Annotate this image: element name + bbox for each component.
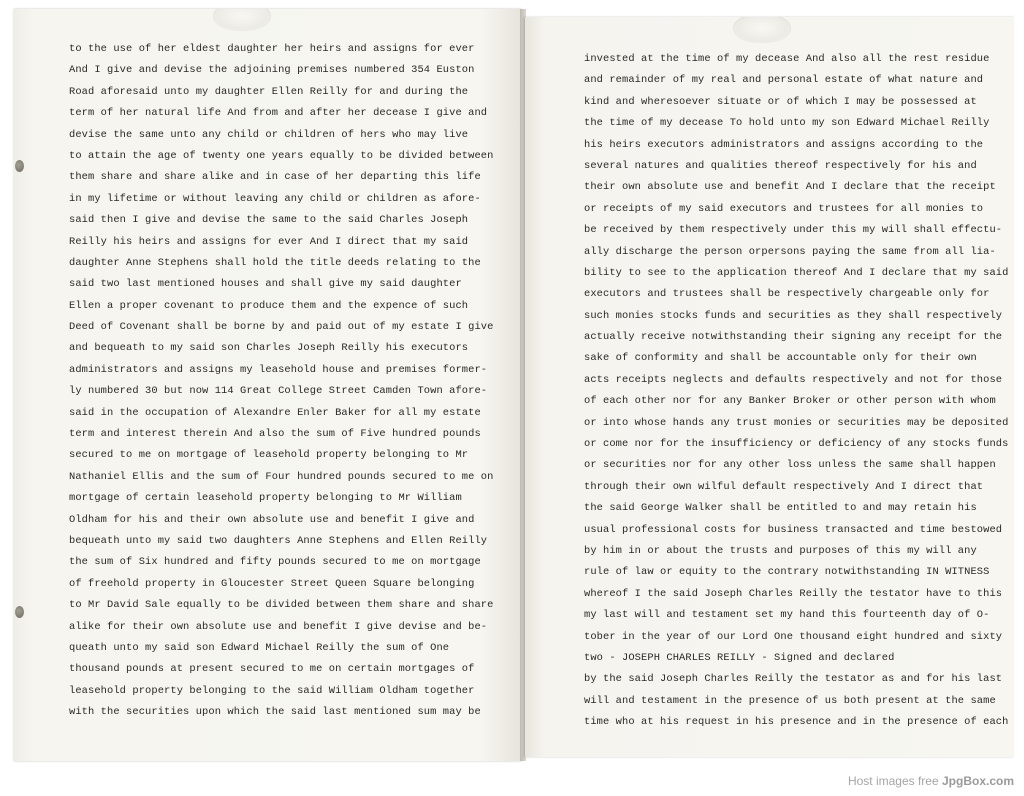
text-line: to Mr David Sale equally to be divided between them share and share xyxy=(69,599,494,612)
text-line: daughter Anne Stephens shall hold the title deeds relating to the xyxy=(69,256,481,269)
embossed-seal-icon xyxy=(213,9,271,31)
text-line: acts receipts neglects and defaults respectively and not for those xyxy=(584,373,1003,386)
text-line: Oldham for his and their own absolute use and benefit I give and xyxy=(69,513,475,526)
text-line: to the use of her eldest daughter her heirs and assigns for ever xyxy=(69,43,475,55)
right-page-text xyxy=(584,49,1008,734)
text-line: kind and wheresoever situate or of which I may be possessed at xyxy=(584,95,977,108)
text-line: usual professional costs for business transacted and time bestowed xyxy=(584,523,1003,536)
right-page xyxy=(525,17,1014,757)
left-page-text xyxy=(69,39,493,724)
watermark-prefix: Host images free xyxy=(847,774,942,788)
text-line: the sum of Six hundred and fifty pounds secured to me on mortgage xyxy=(69,556,481,569)
text-line: them share and share alike and in case of her departing this life xyxy=(69,171,481,184)
text-line: of freehold property in Gloucester Street Queen Square belonging xyxy=(69,577,475,590)
text-line: and remainder of my real and personal estate of what nature and xyxy=(584,74,984,87)
text-line: through their own wilful default respectively And I direct that xyxy=(584,480,984,493)
text-line: devise the same unto any child or children of hers who may live xyxy=(69,128,469,141)
text-line: his heirs executors administrators and assigns according to the xyxy=(584,138,984,151)
text-line: ally discharge the person orpersons paying the same from all lia- xyxy=(584,245,996,258)
text-line: tober in the year of our Lord One thousand eight hundred and sixty xyxy=(584,630,1003,643)
punch-hole-icon xyxy=(15,606,24,618)
text-line: invested at the time of my decease And also all the rest residue xyxy=(584,53,990,65)
text-line: in my lifetime or without leaving any child or children as afore- xyxy=(69,192,481,205)
text-line: ly numbered 30 but now 114 Great College Street Camden Town afore- xyxy=(69,385,488,398)
text-line: several natures and qualities thereof respectively for his and xyxy=(584,159,977,172)
host-watermark[interactable] xyxy=(848,774,1014,788)
text-line: mortgage of certain leasehold property belonging to Mr William xyxy=(69,492,462,505)
text-line: my last will and testament set my hand this fourteenth day of O- xyxy=(584,609,990,622)
text-line: thousand pounds at present secured to me on certain mortgages of xyxy=(69,663,475,676)
text-line: by the said Joseph Charles Reilly the testator as and for his last xyxy=(584,673,1003,686)
text-line: term of her natural life And from and after her decease I give and xyxy=(69,107,488,120)
text-line: And I give and devise the adjoining premises numbered 354 Euston xyxy=(69,64,475,77)
text-line: said in the occupation of Alexandre Enler Baker for all my estate xyxy=(69,406,481,419)
text-line: or come nor for the insufficiency or deficiency of any stocks funds xyxy=(584,438,1009,451)
text-line: of each other nor for any Banker Broker or other person with whom xyxy=(584,395,996,408)
text-line: rule of law or equity to the contrary notwithstanding IN WITNESS xyxy=(584,566,990,579)
text-line: by him in or about the trusts and purposes of this my will any xyxy=(584,544,977,557)
embossed-seal-icon xyxy=(733,17,791,43)
text-line: alike for their own absolute use and benefit I give devise and be- xyxy=(69,620,488,633)
text-line: sake of conformity and shall be accountable only for their own xyxy=(584,352,977,365)
text-line: or securities nor for any other loss unless the same shall happen xyxy=(584,459,996,472)
text-line: the said George Walker shall be entitled to and may retain his xyxy=(584,502,977,515)
text-line: Nathaniel Ellis and the sum of Four hundred pounds secured to me on xyxy=(69,470,494,483)
text-line: such monies stocks funds and securities as they shall respectively xyxy=(584,309,1003,322)
text-line: actually receive notwithstanding their signing any receipt for the xyxy=(584,331,1003,344)
left-page xyxy=(13,9,521,761)
text-line: secured to me on mortgage of leasehold property belonging to Mr xyxy=(69,449,469,462)
text-line: executors and trustees shall be respectively chargeable only for xyxy=(584,288,990,301)
text-line: or into whose hands any trust monies or securities may be deposited xyxy=(584,416,1009,429)
text-line: two - JOSEPH CHARLES REILLY - Signed and declared xyxy=(584,651,895,664)
text-line: said two last mentioned houses and shall give my said daughter xyxy=(69,278,462,291)
text-line: bequeath unto my said two daughters Anne Stephens and Ellen Reilly xyxy=(69,534,488,547)
text-line: and bequeath to my said son Charles Joseph Reilly his executors xyxy=(69,342,469,355)
text-line: administrators and assigns my leasehold house and premises former- xyxy=(69,363,488,376)
watermark-brand[interactable]: JpgBox.com xyxy=(941,774,1014,788)
text-line: Ellen a proper covenant to produce them and the expence of such xyxy=(69,299,469,312)
text-line: Road aforesaid unto my daughter Ellen Reilly for and during the xyxy=(69,85,469,98)
text-line: whereof I the said Joseph Charles Reilly the testator have to this xyxy=(584,587,1003,600)
text-line: time who at his request in his presence and in the presence of each xyxy=(584,716,1009,729)
text-line: Reilly his heirs and assigns for ever And I direct that my said xyxy=(69,235,469,248)
punch-hole-icon xyxy=(15,160,24,172)
text-line: said then I give and devise the same to the said Charles Joseph xyxy=(69,214,469,227)
text-line: term and interest therein And also the sum of Five hundred pounds xyxy=(69,428,481,441)
text-line: queath unto my said son Edward Michael Reilly the sum of One xyxy=(69,641,450,654)
text-line: their own absolute use and benefit And I declare that the receipt xyxy=(584,181,996,194)
text-line: Deed of Covenant shall be borne by and paid out of my estate I give xyxy=(69,321,494,334)
text-line: will and testament in the presence of us both present at the same xyxy=(584,694,996,707)
text-line: with the securities upon which the said last mentioned sum may be xyxy=(69,706,481,719)
text-line: bility to see to the application thereof And I declare that my said xyxy=(584,266,1009,279)
text-line: or receipts of my said executors and trustees for all monies to xyxy=(584,202,984,215)
text-line: leasehold property belonging to the said William Oldham together xyxy=(69,684,475,697)
text-line: to attain the age of twenty one years equally to be divided between xyxy=(69,149,494,162)
text-line: be received by them respectively under this my will shall effectu- xyxy=(584,224,1003,237)
text-line: the time of my decease To hold unto my son Edward Michael Reilly xyxy=(584,117,990,130)
